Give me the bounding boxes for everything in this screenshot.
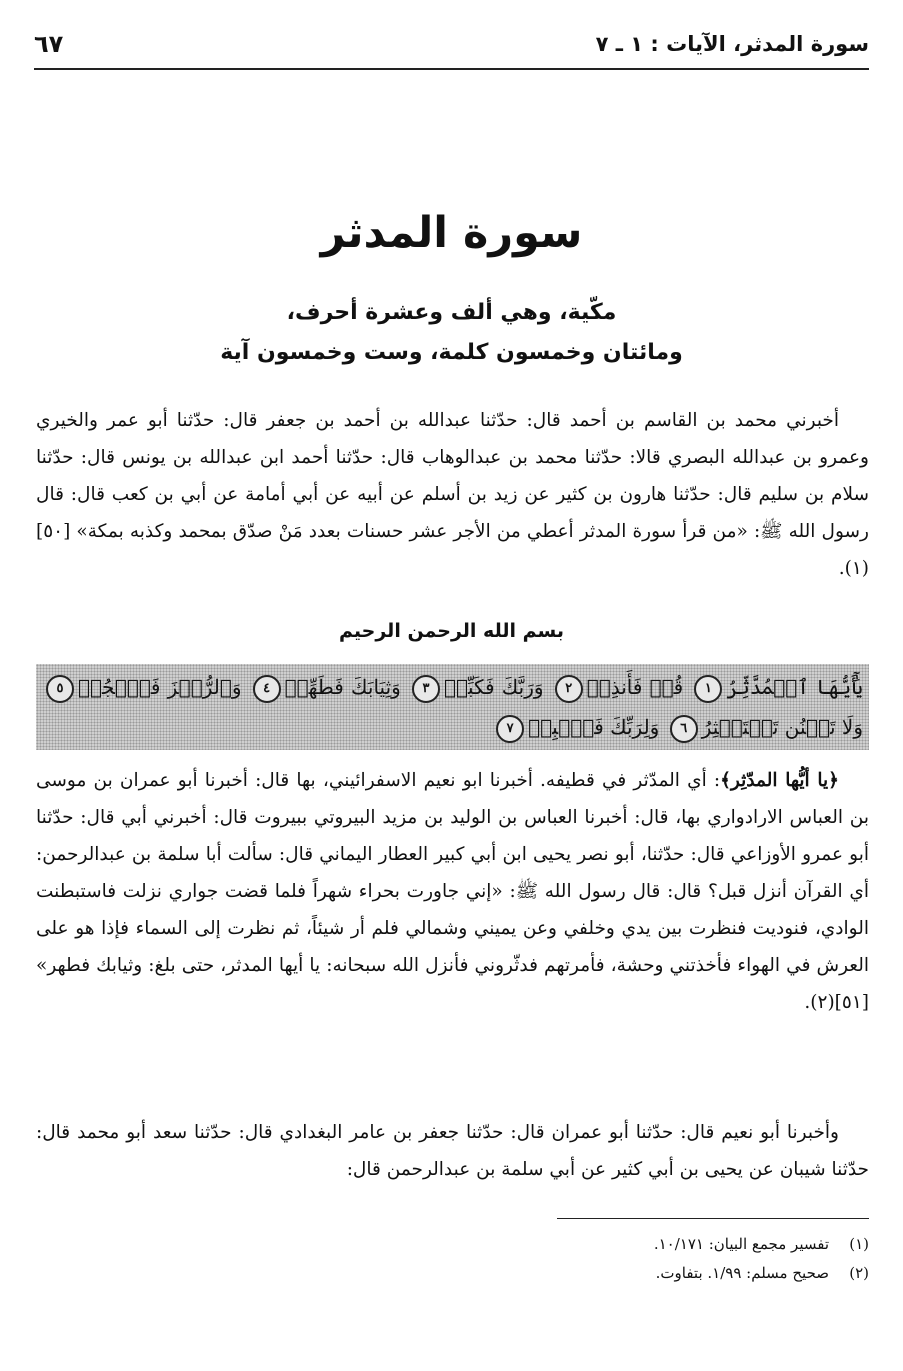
commentary-paragraph	[36, 762, 869, 1021]
footnote-text: تفسير مجمع البيان: ١٠/١٧١.	[653, 1235, 829, 1253]
basmala: بسم الله الرحمن الرحيم	[339, 620, 564, 642]
quran-verses-box	[36, 664, 869, 750]
verse-text: يَٰٓأَيُّهَا ٱلۡمُدَّثِّرُ	[726, 675, 863, 699]
verse-number-marker: ٦	[670, 715, 698, 743]
intro-paragraph	[36, 402, 869, 587]
footnote-number: (١)	[849, 1235, 869, 1253]
verse-number-marker: ٤	[253, 675, 281, 703]
verse-text: وَرَبَّكَ فَكَبِّرۡ	[443, 675, 544, 699]
footnote-number: (٢)	[849, 1264, 869, 1282]
verse-text: وَلَا تَمۡنُن تَسۡتَكۡثِرُ	[701, 715, 863, 739]
surah-title: سورة المدثر	[320, 208, 583, 258]
page-number: ٦٧	[34, 30, 64, 58]
verse-text: قُمۡ فَأَنذِرۡ	[586, 675, 684, 699]
final-paragraph	[36, 1114, 869, 1188]
page-header	[34, 28, 869, 70]
verse-number-marker: ٢	[555, 675, 583, 703]
verse-text: وَثِيَابَكَ فَطَهِّرۡ	[284, 675, 401, 699]
verse-number-marker: ٧	[496, 715, 524, 743]
verse-3	[408, 675, 544, 699]
final-paragraph-text: وأخبرنا أبو نعيم قال: حدّثنا أبو عمران قال: حدّثنا جعفر بن عامر البغدادي قال: حدّثنا سعد أبو محمد قال: حدّثنا شيبان عن يحيى بن أبي كثير عن أبي سلمة بن عبدالرحمن قال:	[36, 1122, 869, 1180]
footnotes	[36, 1230, 869, 1288]
surah-subtitle-line2: ومائتان وخمسون كلمة، وست وخمسون آية	[220, 340, 683, 365]
verse-6	[666, 715, 863, 739]
verse-number-marker: ٥	[46, 675, 74, 703]
surah-subtitle-line1: مكّية، وهي ألف وعشرة أحرف،	[286, 300, 617, 325]
footnote-text: صحيح مسلم: ١/٩٩. بتفاوت.	[655, 1264, 829, 1282]
commentary-body: : أي المدّثر في قطيفه. أخبرنا ابو نعيم الاسفرائيني، بها قال: أخبرنا أبو عمران بن موسى بن العباس الارادواري بها، قال: أخبرنا العباس بن الوليد بن مزيد البيروتي ببيروت قال: أخبرني أبي قال: حدّثنا أبو عمرو الأوزاعي قال: حدّثنا، أبو نصر يحيى ابن أبي كبير العطار اليماني قال: سألت أبا سلمة بن عبدالرحمن: أي القرآن أنزل قبل؟ قال: قال رسول الله ﷺ: «إني جاورت بحراء شهراً فلما قضت جواري نزلت فاستبطنت الوادي، فنوديت فنظرت بين يدي وخلفي وعن يميني وشمالي فلم أر شيئاً، ثم نظرت إلى السماء فإذا هو على العرش في الهواء فأخذتني وحشة، فأمرتهم فدثّروني فأنزل الله سبحانه: يا أيها المدثر، حتى بلغ: وثيابك فطهر» [٥١](٢).	[36, 770, 869, 1013]
verse-text: وَلِرَبِّكَ فَٱصۡبِرۡ	[528, 715, 660, 739]
verse-2	[551, 675, 683, 699]
verse-number-marker: ٣	[412, 675, 440, 703]
verse-1	[690, 675, 863, 699]
commentary-text	[36, 762, 869, 1021]
verse-5	[42, 675, 241, 699]
footnote-divider	[557, 1218, 869, 1219]
verse-text: وَٱلرُّجۡزَ فَٱهۡجُرۡ	[78, 675, 242, 699]
quoted-verse-phrase: ﴿يا أيُّها المدّثِر﴾	[720, 770, 839, 791]
verse-4	[249, 675, 401, 699]
footnote-item	[36, 1230, 869, 1259]
intro-paragraph-text: أخبرني محمد بن القاسم بن أحمد قال: حدّثنا عبدالله بن أحمد بن جعفر قال: حدّثنا أبو عمر والخيري وعمرو بن عبدالله البصري قالا: حدّثنا محمد بن عبدالوهاب قال: حدّثنا أحمد ابن عبدالله بن يونس قال: حدّثنا سلام بن سليم قال: حدّثنا هارون بن كثير عن زيد بن أسلم عن أبيه عن أبي أمامة عن أبي بن كعب قال: قال رسول الله ﷺ: «من قرأ سورة المدثر أعطي من الأجر عشر حسنات بعدد مَنْ صدّق بمحمد وكذبه بمكة» [٥٠](١).	[36, 410, 869, 579]
verse-7	[492, 715, 659, 739]
verse-number-marker: ١	[694, 675, 722, 703]
running-title: سورة المدثر، الآيات : ١ ـ ٧	[595, 32, 869, 56]
footnote-item	[36, 1259, 869, 1288]
